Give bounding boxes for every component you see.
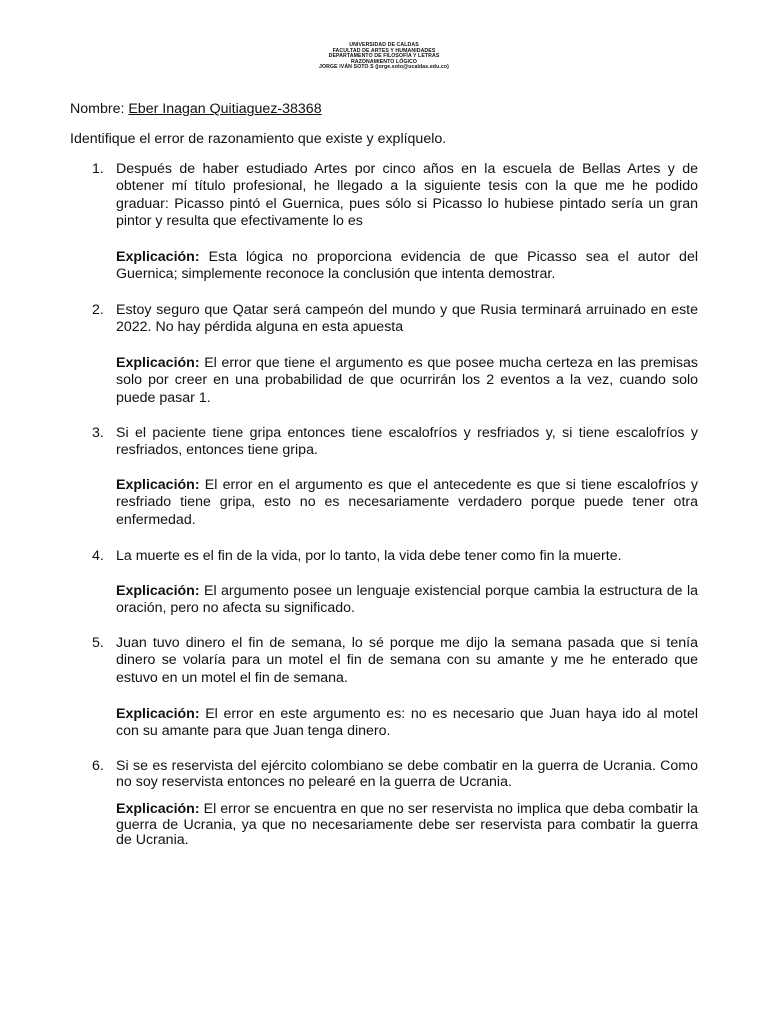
header-professor: JORGE IVÁN SOTO S (jorge.soto@ucaldas.edu.co) — [319, 64, 449, 71]
item-explanation — [116, 583, 698, 618]
explanation-label: Explicación: — [116, 249, 200, 265]
header-university: UNIVERSIDAD DE CALDAS — [349, 42, 419, 48]
student-name-value: Eber Inagan Quitiaguez-38368 — [128, 101, 322, 117]
explanation-text: El argumento posee un lenguaje existencial porque cambia la estructura de la oración, pero no afecta su significado. — [116, 583, 698, 617]
explanation-text: El error que tiene el argumento es que posee mucha certeza en las premisas solo por creer en una probabilidad de que ocurrirán los 2 eventos a la vez, cuando solo puede pasar 1. — [116, 355, 698, 406]
item-explanation — [116, 355, 698, 407]
explanation-label: Explicación: — [116, 801, 200, 817]
student-name-label: Nombre: — [70, 101, 129, 117]
item-question: La muerte es el fin de la vida, por lo tanto, la vida debe tener como fin la muerte. — [116, 548, 622, 564]
item-explanation — [116, 249, 698, 284]
header-department: DEPARTAMENTO DE FILOSOFÍA Y LETRAS — [328, 53, 440, 60]
header-course: RAZONAMIENTO LÓGICO — [350, 58, 418, 65]
item-question: Después de haber estudiado Artes por cinco años en la escuela de Bellas Artes y de obtener mí título profesional, he llegado a la siguiente tesis con la que me he podido graduar: Picasso pintó el Guernica, pues sólo si Picasso lo hubiese pintado sería un gran pintor y resulta que efectivamente lo es — [116, 161, 698, 230]
explanation-text: Esta lógica no proporciona evidencia de que Picasso sea el autor del Guernica; simplemente reconoce la conclusión que intenta demostrar. — [116, 249, 698, 283]
item-number: 3. — [92, 425, 104, 441]
explanation-text: El error en el argumento es que el antecedente es que si tiene escalofríos y resfriado tiene gripa, esto no es necesariamente verdadero porque puede tener otra enfermedad. — [116, 477, 698, 528]
document-header — [0, 43, 768, 71]
item-number: 6. — [92, 758, 104, 774]
instruction-text: Identifique el error de razonamiento que existe y explíquelo. — [70, 131, 447, 147]
explanation-label: Explicación: — [116, 706, 200, 722]
header-faculty: FACULTAD DE ARTES Y HUMANIDADES — [332, 47, 436, 54]
explanation-label: Explicación: — [116, 583, 200, 599]
explanation-text: El error en este argumento es: no es necesario que Juan haya ido al motel con su amante para que Juan tenga dinero. — [116, 706, 698, 740]
student-name-line — [70, 100, 322, 118]
item-explanation — [116, 477, 698, 529]
explanation-text: El error se encuentra en que no ser reservista no implica que deba combatir la guerra de Ucrania, ya que no necesariamente debe ser reservista para combatir la guerra de Ucrania. — [116, 801, 698, 849]
item-number: 4. — [92, 548, 104, 564]
item-number: 2. — [92, 302, 104, 318]
explanation-label: Explicación: — [116, 355, 200, 371]
item-question: Juan tuvo dinero el fin de semana, lo sé porque me dijo la semana pasada que si tenía dinero se volaría para un motel el fin de semana con su amante y me he enterado que estuvo en un motel el fin de semana. — [116, 635, 698, 686]
item-question: Estoy seguro que Qatar será campeón del mundo y que Rusia terminará arruinado en este 2022. No hay pérdida alguna en esta apuesta — [116, 302, 698, 336]
item-number: 5. — [92, 635, 104, 651]
item-explanation — [116, 802, 698, 849]
item-number: 1. — [92, 161, 104, 177]
item-explanation — [116, 706, 698, 741]
item-question: Si se es reservista del ejército colombiano se debe combatir en la guerra de Ucrania. Como no soy reservista entonces no pelearé en la guerra de Ucrania. — [116, 758, 698, 791]
explanation-label: Explicación: — [116, 477, 200, 493]
item-question: Si el paciente tiene gripa entonces tiene escalofríos y resfriados y, si tiene escalofríos y resfriados, entonces tiene gripa. — [116, 425, 698, 459]
